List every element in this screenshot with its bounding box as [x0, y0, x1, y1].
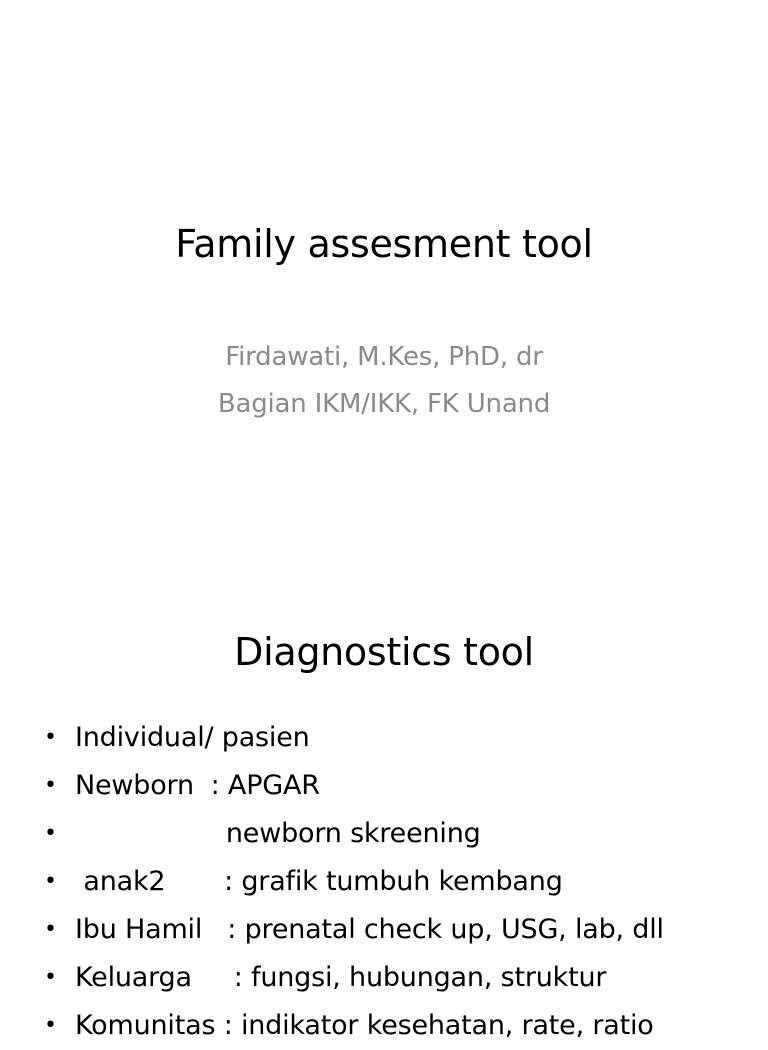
bullet-icon: • [44, 725, 57, 750]
list-item-text: Newborn : APGAR [75, 770, 320, 801]
presentation-title: Family assesment tool [175, 222, 593, 266]
bullet-icon: • [44, 965, 57, 990]
list-item-text: anak2 : grafik tumbuh kembang [75, 866, 563, 897]
bullet-icon: • [44, 869, 57, 894]
list-item-text: Ibu Hamil : prenatal check up, USG, lab, dll [75, 914, 664, 945]
list-item-text: Individual/ pasien [75, 722, 310, 753]
list-item-text: Keluarga : fungsi, hubungan, struktur [75, 962, 607, 993]
slide-heading: Diagnostics tool [234, 630, 534, 674]
presentation-subtitle [0, 334, 768, 428]
list-item-text: newborn skreening [75, 818, 481, 849]
bullet-icon: • [44, 773, 57, 798]
affiliation-line: Bagian IKM/IKK, FK Unand [217, 389, 551, 419]
author-line: Firdawati, M.Kes, PhD, dr [225, 342, 543, 372]
bullet-icon: • [44, 821, 57, 846]
bullet-icon: • [44, 917, 57, 942]
bullet-icon: • [44, 1013, 57, 1038]
list-item-text: Komunitas : indikator kesehatan, rate, ratio [75, 1010, 654, 1041]
slide-diagnostics [0, 576, 768, 1041]
